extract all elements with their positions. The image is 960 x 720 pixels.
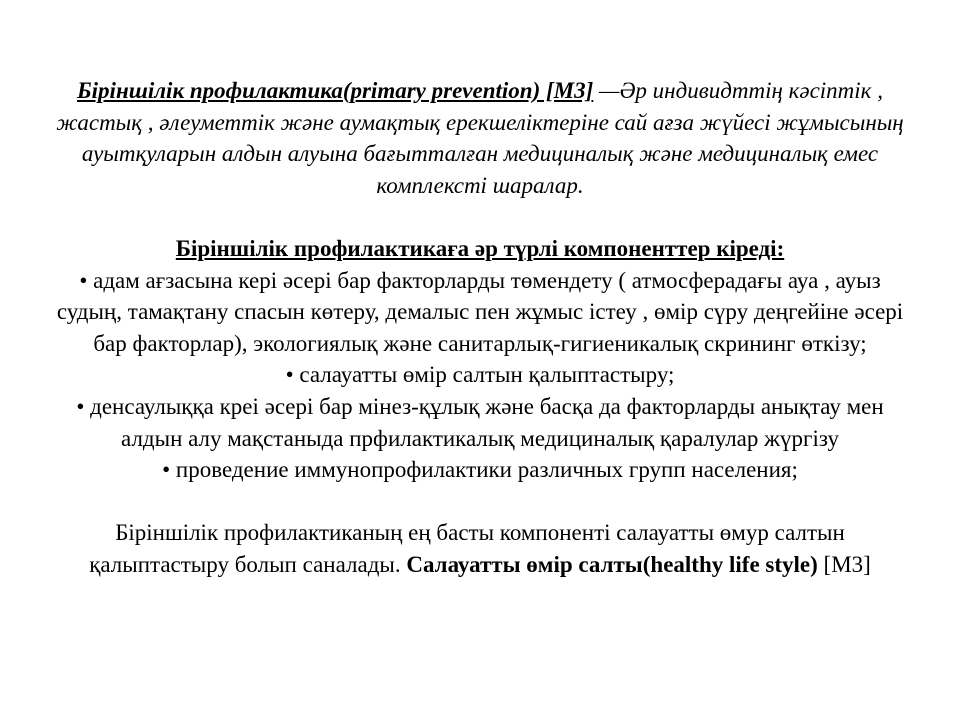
paragraph-spacer [48,486,912,518]
conclusion-text: Біріншілік профилактиканың ең басты компоненті салауатты өмур салтын қалыптастыру болып саналады. [89,520,845,577]
definition-text: —Әр индивидттің кәсіптік , жастық , әлеуметтік және аумақтық ерекшеліктеріне сай ағза жүйесі жұмысының ауытқуларын алдын алуына бағытталған медициналық және медициналық емес комплексті шаралар. [56,78,904,198]
slide-content [48,75,912,581]
definition-term: Біріншілік профилактика(primary prevention) [М3] [77,78,594,103]
paragraph-spacer [48,201,912,233]
component-item-2: • салауатты өмір салтын қалыптастыру; [285,362,675,388]
healthy-lifestyle-term: Салауатты өмір салты(healthy life style) [406,551,818,577]
components-heading: Біріншілік профилактикаға әр түрлі компоненттер кіреді: [175,235,785,261]
component-item-3: • денсаулыққа креі әсері бар мінез-құлық және басқа да факторларды анықтау мен алдын алу мақстаныда прфилактикалық медициналық қаралулар жүргізу [76,393,884,451]
component-item-1: • адам ағзасына кері әсері бар факторларды төмендету ( атмосферадағы ауа , ауыз судың, тамақтану спасын көтеру, демалыс пен жұмыс істеу , өмір сүру деңгейіне әсері бар факторлар), экологиялық және санитарлық-гигиеникалық скрининг өткізу; [56,267,904,356]
component-item-4: • проведение иммунопрофилактики различных групп населения; [162,457,798,483]
definition-paragraph [48,75,912,201]
conclusion-paragraph [48,517,912,580]
conclusion-reference: [М3] [817,551,871,577]
